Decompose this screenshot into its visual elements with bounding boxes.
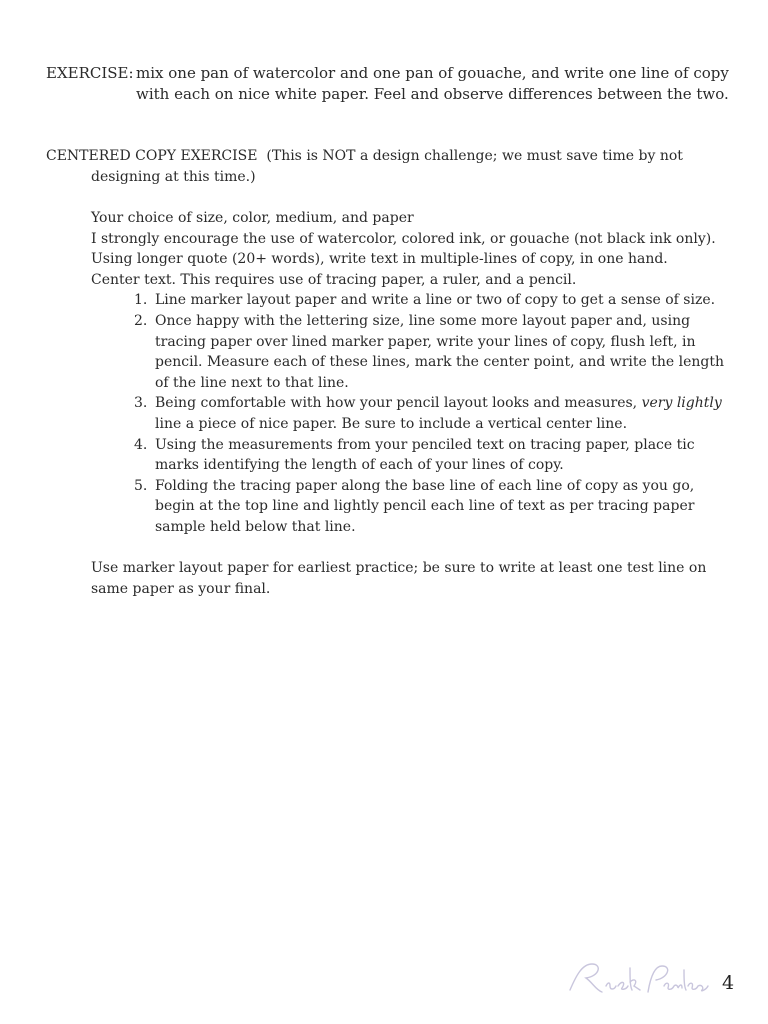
section-title: CENTERED COPY EXERCISE xyxy=(46,148,258,164)
step-text-pre: Being comfortable with how your pencil layout looks and measures, xyxy=(155,395,638,412)
closing-note: Use marker layout paper for earliest practice; be sure to write at least one test line on same paper as your final. xyxy=(91,560,707,597)
section-note: (This is NOT a design challenge; we must save time by not designing at this time.) xyxy=(91,148,683,185)
intro-line: I strongly encourage the use of watercolor, colored ink, or gouache (not black ink only). xyxy=(91,230,716,247)
step-number: 1. xyxy=(134,292,148,309)
step-text: Line marker layout paper and write a line or two of copy to get a sense of size. xyxy=(155,292,716,309)
step-text: Using the measurements from your penciled text on tracing paper, place tic marks identifying the length of each of your lines of copy. xyxy=(155,436,695,474)
exercise-section xyxy=(46,63,746,105)
step-text-post: line a piece of nice paper. Be sure to include a vertical center line. xyxy=(155,415,628,432)
list-item xyxy=(91,435,731,476)
centered-copy-heading xyxy=(46,146,736,187)
list-item xyxy=(91,393,731,434)
centered-copy-section xyxy=(46,146,736,187)
step-number: 5. xyxy=(134,477,148,494)
intro-line: Using longer quote (20+ words), write text in multiple-lines of copy, in one hand. xyxy=(91,251,668,268)
step-text: Folding the tracing paper along the base line of each line of copy as you go, begin at the top line and lightly pencil each line of text as per tracing paper sample held below that line. xyxy=(155,477,695,535)
exercise-text: mix one pan of watercolor and one pan of gouache, and write one line of copy with each on nice white paper. Feel and observe differences between the two. xyxy=(136,64,729,103)
page-number: 4 xyxy=(722,972,735,994)
signature-watermark xyxy=(562,956,712,1000)
intro-line: Your choice of size, color, medium, and paper xyxy=(91,210,414,226)
step-number: 3. xyxy=(134,395,148,412)
steps-list xyxy=(91,290,731,537)
list-item xyxy=(91,476,731,538)
step-text: Once happy with the lettering size, line some more layout paper and, using tracing paper over lined marker paper, write your lines of copy, flush left, in pencil. Measure each of these lines, mark the center point, and write the length of the line next to that line. xyxy=(155,312,725,391)
step-number: 4. xyxy=(134,436,148,453)
list-item xyxy=(91,311,731,393)
step-emphasis: very lightly xyxy=(641,395,722,412)
exercise-label: EXERCISE: xyxy=(46,64,134,82)
list-item xyxy=(91,290,731,311)
instructions-block xyxy=(91,208,731,599)
intro-line: Center text. This requires use of tracing paper, a ruler, and a pencil. xyxy=(91,271,577,288)
step-number: 2. xyxy=(134,312,148,329)
